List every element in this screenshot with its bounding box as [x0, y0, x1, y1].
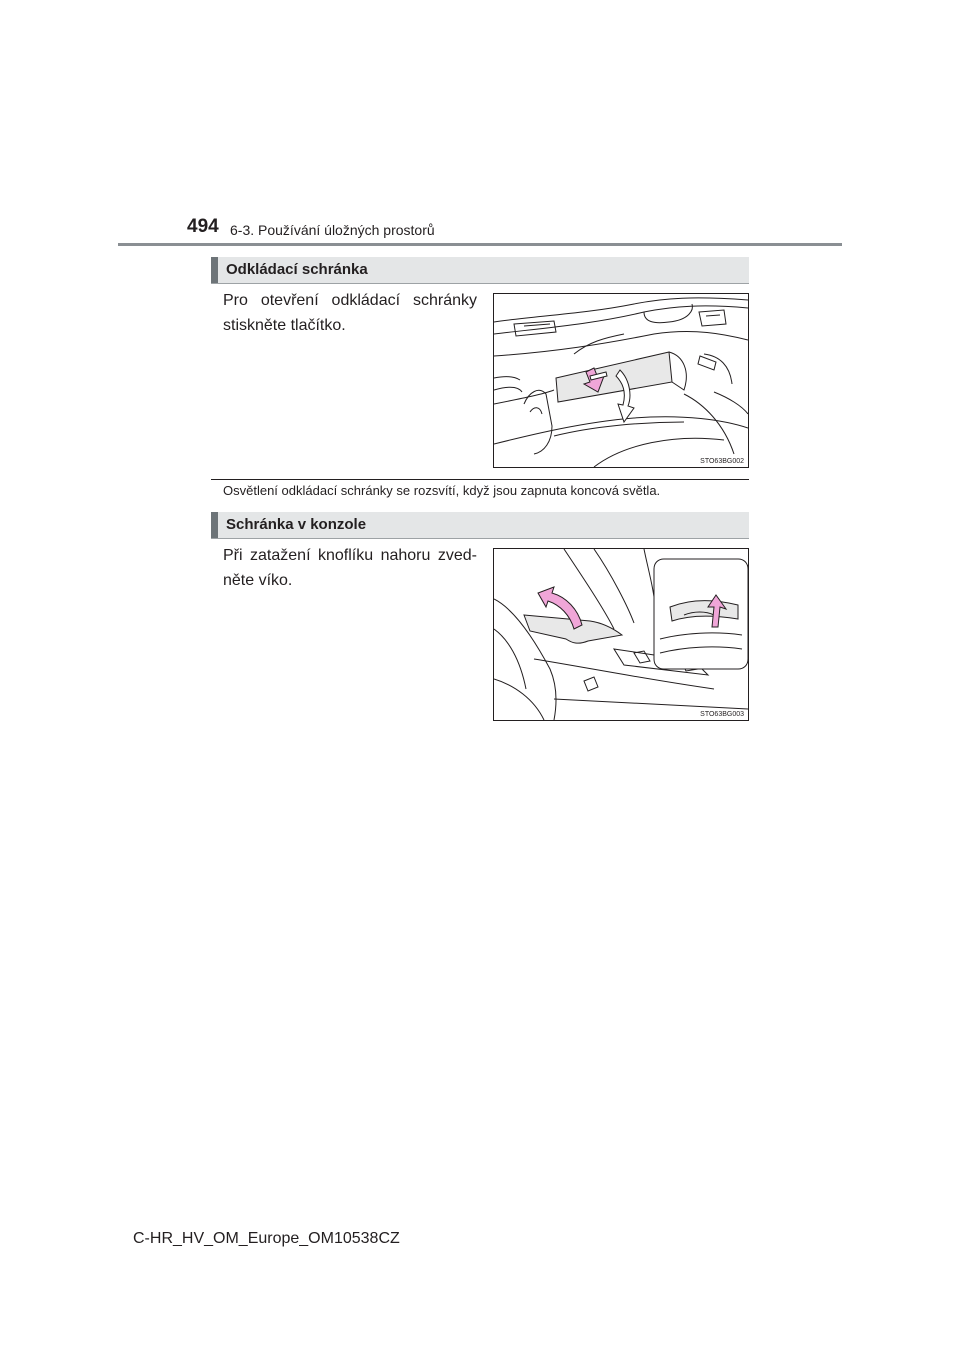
title-marker — [211, 512, 218, 538]
glovebox-drawing — [494, 294, 748, 467]
figure-code: STO63BG002 — [700, 458, 744, 465]
note-rule — [211, 479, 749, 480]
console-title: Schránka v konzole — [226, 516, 367, 533]
console-title-bar — [211, 512, 749, 539]
console-instruction: Při zatažení knoflíku nahoru zved- něte víko. — [223, 547, 477, 589]
page-number: 494 — [187, 216, 219, 237]
glovebox-instruction: Pro otevření odkládací schránky stiskněte tlačítko. — [223, 292, 477, 334]
glovebox-title-bar — [211, 257, 749, 284]
figure-code: STO63BG003 — [700, 711, 744, 718]
glovebox-title: Odkládací schránka — [226, 261, 368, 278]
document-id: C-HR_HV_OM_Europe_OM10538CZ — [133, 1230, 400, 1247]
section-header: 6-3. Používání úložných prostorů — [230, 222, 435, 238]
console-drawing — [494, 549, 748, 720]
glovebox-note: Osvětlení odkládací schránky se rozsvítí, když jsou zapnuta koncová světla. — [223, 483, 661, 498]
glovebox-illustration — [493, 293, 749, 468]
header-rule — [118, 243, 842, 246]
title-marker — [211, 257, 218, 283]
console-illustration — [493, 548, 749, 721]
